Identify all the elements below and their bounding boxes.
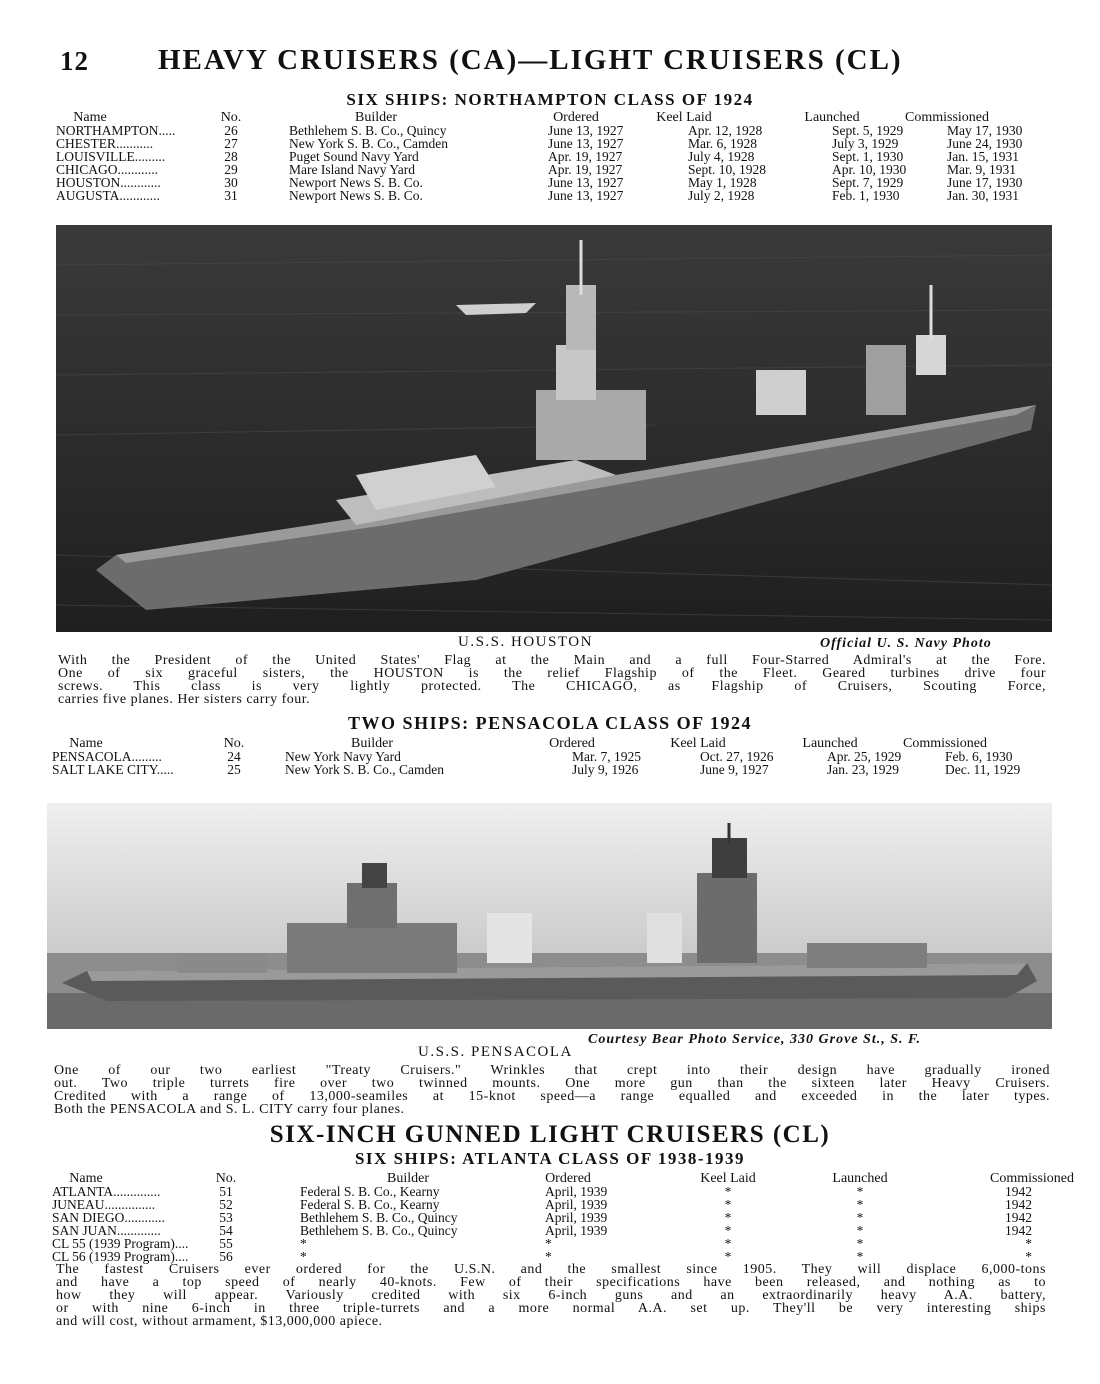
column-header-keel-laid: Keel Laid bbox=[670, 736, 726, 751]
cell-commissioned: * bbox=[1025, 1236, 1032, 1251]
cell-builder: Federal S. B. Co., Kearny bbox=[300, 1184, 440, 1199]
cell-commissioned: Jan. 30, 1931 bbox=[947, 188, 1019, 203]
cell-commissioned: * bbox=[1025, 1249, 1032, 1264]
cell-no: 51 bbox=[219, 1184, 233, 1199]
cell-name: ATLANTA.............. bbox=[52, 1184, 161, 1199]
cell-no: 26 bbox=[224, 123, 238, 138]
cell-builder: Bethlehem S. B. Co., Quincy bbox=[300, 1223, 458, 1238]
atlanta-text-line: or with nine 6-inch in three triple-turrets and a more normal A.A. set up. They'll be very interesting ships bbox=[56, 1301, 1046, 1316]
cell-commissioned: Dec. 11, 1929 bbox=[945, 762, 1021, 777]
pensacola-table bbox=[52, 736, 1021, 777]
cell-no: 30 bbox=[224, 175, 238, 190]
column-header-ordered: Ordered bbox=[545, 1171, 591, 1186]
column-header-builder: Builder bbox=[387, 1171, 429, 1186]
column-header-launched: Launched bbox=[832, 1171, 888, 1186]
atlanta-text-line: how they will appear. Variously credited with six 6-inch guns and an extraordinarily heavy A.A. battery, bbox=[56, 1288, 1046, 1303]
cell-builder: Mare Island Navy Yard bbox=[289, 162, 415, 177]
cell-builder: * bbox=[300, 1249, 307, 1264]
cell-no: 28 bbox=[224, 149, 238, 164]
pensacola-description bbox=[54, 1064, 1050, 1116]
column-header-commissioned: Commissioned bbox=[902, 736, 988, 751]
cell-ordered: April, 1939 bbox=[545, 1184, 608, 1199]
cell-builder: Federal S. B. Co., Kearny bbox=[300, 1197, 440, 1212]
cell-commissioned: June 17, 1930 bbox=[947, 175, 1023, 190]
light-cruisers-heading: SIX-INCH GUNNED LIGHT CRUISERS (CL) bbox=[269, 1121, 831, 1148]
column-header-keel-laid: Keel Laid bbox=[700, 1171, 756, 1186]
cell-keel-laid: Apr. 12, 1928 bbox=[688, 123, 763, 138]
cell-commissioned: Mar. 9, 1931 bbox=[947, 162, 1016, 177]
atlanta-class-title: SIX SHIPS: ATLANTA CLASS OF 1938-1939 bbox=[354, 1149, 746, 1168]
atlanta-table bbox=[52, 1171, 1075, 1264]
cell-commissioned: 1942 bbox=[1005, 1210, 1032, 1225]
houston-text-line: carries five planes. Her sisters carry four. bbox=[58, 692, 311, 707]
cell-keel-laid: May 1, 1928 bbox=[688, 175, 757, 190]
cell-ordered: April, 1939 bbox=[545, 1223, 608, 1238]
cell-commissioned: 1942 bbox=[1005, 1197, 1032, 1212]
cell-name: LOUISVILLE......... bbox=[56, 149, 166, 164]
page-title: HEAVY CRUISERS (CA)—LIGHT CRUISERS (CL) bbox=[158, 44, 903, 76]
column-header-keel-laid: Keel Laid bbox=[656, 110, 712, 125]
cell-launched: * bbox=[856, 1197, 864, 1212]
cell-launched: Sept. 1, 1930 bbox=[832, 149, 904, 164]
page-number: 12 bbox=[60, 46, 89, 76]
column-header-no: No. bbox=[220, 110, 242, 125]
cell-ordered: June 13, 1927 bbox=[548, 136, 624, 151]
houston-text-line: With the President of the United States' Flag at the Main and a full Four-Starred Admiral's at the Fore. bbox=[58, 653, 1046, 668]
cell-name: HOUSTON............ bbox=[56, 175, 161, 190]
cell-commissioned: May 17, 1930 bbox=[947, 123, 1023, 138]
northampton-class-title: SIX SHIPS: NORTHAMPTON CLASS OF 1924 bbox=[346, 90, 754, 109]
cell-name: PENSACOLA......... bbox=[52, 749, 162, 764]
table-row bbox=[56, 189, 1056, 202]
cell-name: SALT LAKE CITY..... bbox=[52, 762, 174, 777]
cell-launched: * bbox=[856, 1249, 864, 1264]
cell-no: 27 bbox=[224, 136, 238, 151]
cell-launched: July 3, 1929 bbox=[832, 136, 899, 151]
cell-no: 24 bbox=[227, 749, 241, 764]
cell-ordered: Apr. 19, 1927 bbox=[548, 162, 623, 177]
table-row bbox=[52, 750, 1052, 763]
cell-launched: Feb. 1, 1930 bbox=[832, 188, 900, 203]
column-header-no: No. bbox=[223, 736, 245, 751]
atlanta-text-line: and will cost, without armament, $13,000,000 apiece. bbox=[56, 1314, 383, 1329]
cell-keel-laid: June 9, 1927 bbox=[700, 762, 769, 777]
cell-launched: Sept. 5, 1929 bbox=[832, 123, 904, 138]
atlanta-text-line: and have a top speed of nearly 40-knots. Few of their specifications have been released, and nothing as to bbox=[56, 1275, 1046, 1290]
column-header-launched: Launched bbox=[804, 110, 860, 125]
cell-launched: * bbox=[856, 1184, 864, 1199]
cell-ordered: June 13, 1927 bbox=[548, 123, 624, 138]
cell-no: 56 bbox=[219, 1249, 233, 1264]
cell-keel-laid: * bbox=[724, 1249, 732, 1264]
cell-launched: Apr. 25, 1929 bbox=[827, 749, 902, 764]
column-header-no: No. bbox=[215, 1171, 237, 1186]
cell-keel-laid: July 2, 1928 bbox=[688, 188, 755, 203]
cell-keel-laid: * bbox=[724, 1223, 732, 1238]
houston-text-line: screws. This class is very lightly protected. The CHICAGO, as Flagship of Cruisers, Scouting Force, bbox=[58, 679, 1046, 694]
cell-ordered: June 13, 1927 bbox=[548, 175, 624, 190]
houston-description bbox=[58, 654, 1046, 706]
table-header-row bbox=[52, 737, 1052, 750]
cell-builder: New York S. B. Co., Camden bbox=[285, 762, 445, 777]
cell-builder: Newport News S. B. Co. bbox=[289, 175, 423, 190]
cell-no: 52 bbox=[219, 1197, 233, 1212]
cell-ordered: * bbox=[545, 1236, 552, 1251]
column-header-commissioned: Commissioned bbox=[989, 1171, 1075, 1186]
cell-ordered: April, 1939 bbox=[545, 1210, 608, 1225]
cell-keel-laid: Mar. 6, 1928 bbox=[688, 136, 757, 151]
cell-name: SAN JUAN............. bbox=[52, 1223, 161, 1238]
table-row bbox=[52, 1224, 1052, 1237]
cell-name: SAN DIEGO............ bbox=[52, 1210, 165, 1225]
pensacola-text-line: Credited with a range of 13,000-seamiles at 15-knot speed—a range equalled and exceeded in the later types. bbox=[54, 1089, 1050, 1104]
cell-builder: New York Navy Yard bbox=[285, 749, 401, 764]
column-header-commissioned: Commissioned bbox=[904, 110, 990, 125]
cell-launched: * bbox=[856, 1210, 864, 1225]
cell-ordered: * bbox=[545, 1249, 552, 1264]
cell-keel-laid: Oct. 27, 1926 bbox=[700, 749, 774, 764]
pensacola-text-line: One of our two earliest "Treaty Cruisers." Wrinkles that crept into their design have gradually ironed bbox=[54, 1063, 1050, 1078]
cell-name: CHICAGO............ bbox=[56, 162, 159, 177]
northampton-table bbox=[56, 110, 1023, 203]
cell-builder: New York S. B. Co., Camden bbox=[289, 136, 449, 151]
cell-ordered: Mar. 7, 1925 bbox=[572, 749, 641, 764]
column-header-launched: Launched bbox=[802, 736, 858, 751]
column-header-name: Name bbox=[69, 736, 103, 751]
cell-commissioned: Feb. 6, 1930 bbox=[945, 749, 1013, 764]
houston-caption: U.S.S. HOUSTON bbox=[458, 634, 593, 650]
cell-no: 54 bbox=[219, 1223, 233, 1238]
pensacola-text-line: out. Two triple turrets fire over two twinned mounts. One more gun than the sixteen later Heavy Cruisers. bbox=[54, 1076, 1050, 1091]
cell-commissioned: Jan. 15, 1931 bbox=[947, 149, 1019, 164]
column-header-builder: Builder bbox=[355, 110, 397, 125]
table-row bbox=[52, 763, 1052, 776]
atlanta-text-line: The fastest Cruisers ever ordered for the U.S.N. and the smallest since 1905. They will displace 6,000-tons bbox=[56, 1262, 1046, 1277]
cell-launched: * bbox=[856, 1236, 864, 1251]
cell-launched: * bbox=[856, 1223, 864, 1238]
cell-ordered: June 13, 1927 bbox=[548, 188, 624, 203]
cell-no: 55 bbox=[219, 1236, 233, 1251]
cell-name: CL 55 (1939 Program).... bbox=[52, 1236, 189, 1251]
houston-text-line: One of six graceful sisters, the HOUSTON is the relief Flagship of the Fleet. Geared turbines drive four bbox=[58, 666, 1046, 681]
cell-builder: Puget Sound Navy Yard bbox=[289, 149, 419, 164]
houston-credit: Official U. S. Navy Photo bbox=[820, 636, 992, 651]
column-header-builder: Builder bbox=[351, 736, 393, 751]
cell-name: JUNEAU............... bbox=[52, 1197, 156, 1212]
cell-keel-laid: * bbox=[724, 1210, 732, 1225]
cell-name: CL 56 (1939 Program).... bbox=[52, 1249, 189, 1264]
cell-launched: Jan. 23, 1929 bbox=[827, 762, 899, 777]
pensacola-class-title: TWO SHIPS: PENSACOLA CLASS OF 1924 bbox=[348, 713, 752, 733]
cell-keel-laid: Sept. 10, 1928 bbox=[688, 162, 767, 177]
cell-launched: Apr. 10, 1930 bbox=[832, 162, 907, 177]
cell-commissioned: 1942 bbox=[1005, 1223, 1032, 1238]
cell-commissioned: June 24, 1930 bbox=[947, 136, 1023, 151]
pensacola-photo bbox=[47, 803, 1052, 1029]
pensacola-caption: U.S.S. PENSACOLA bbox=[418, 1044, 573, 1060]
houston-photo bbox=[56, 225, 1052, 632]
column-header-ordered: Ordered bbox=[549, 736, 595, 751]
atlanta-description bbox=[56, 1263, 1046, 1328]
column-header-ordered: Ordered bbox=[553, 110, 599, 125]
pensacola-text-line: Both the PENSACOLA and S. L. CITY carry four planes. bbox=[54, 1102, 405, 1117]
cell-commissioned: 1942 bbox=[1005, 1184, 1032, 1199]
cell-name: AUGUSTA............ bbox=[56, 188, 160, 203]
cell-launched: Sept. 7, 1929 bbox=[832, 175, 904, 190]
column-header-name: Name bbox=[73, 110, 107, 125]
cell-no: 53 bbox=[219, 1210, 233, 1225]
cell-keel-laid: July 4, 1928 bbox=[688, 149, 755, 164]
cell-builder: Bethlehem S. B. Co., Quincy bbox=[289, 123, 447, 138]
cell-keel-laid: * bbox=[724, 1197, 732, 1212]
cell-builder: Newport News S. B. Co. bbox=[289, 188, 423, 203]
cell-builder: Bethlehem S. B. Co., Quincy bbox=[300, 1210, 458, 1225]
cell-keel-laid: * bbox=[724, 1184, 732, 1199]
cell-keel-laid: * bbox=[724, 1236, 732, 1251]
column-header-name: Name bbox=[69, 1171, 103, 1186]
cell-name: NORTHAMPTON..... bbox=[56, 123, 176, 138]
cell-ordered: April, 1939 bbox=[545, 1197, 608, 1212]
cell-name: CHESTER........... bbox=[56, 136, 154, 151]
table-row bbox=[52, 1237, 1052, 1250]
cell-no: 29 bbox=[224, 162, 238, 177]
cell-ordered: Apr. 19, 1927 bbox=[548, 149, 623, 164]
cell-no: 31 bbox=[224, 188, 238, 203]
pensacola-credit: Courtesy Bear Photo Service, 330 Grove St., S. F. bbox=[588, 1032, 922, 1047]
cell-no: 25 bbox=[227, 762, 241, 777]
cell-ordered: July 9, 1926 bbox=[572, 762, 639, 777]
cell-builder: * bbox=[300, 1236, 307, 1251]
